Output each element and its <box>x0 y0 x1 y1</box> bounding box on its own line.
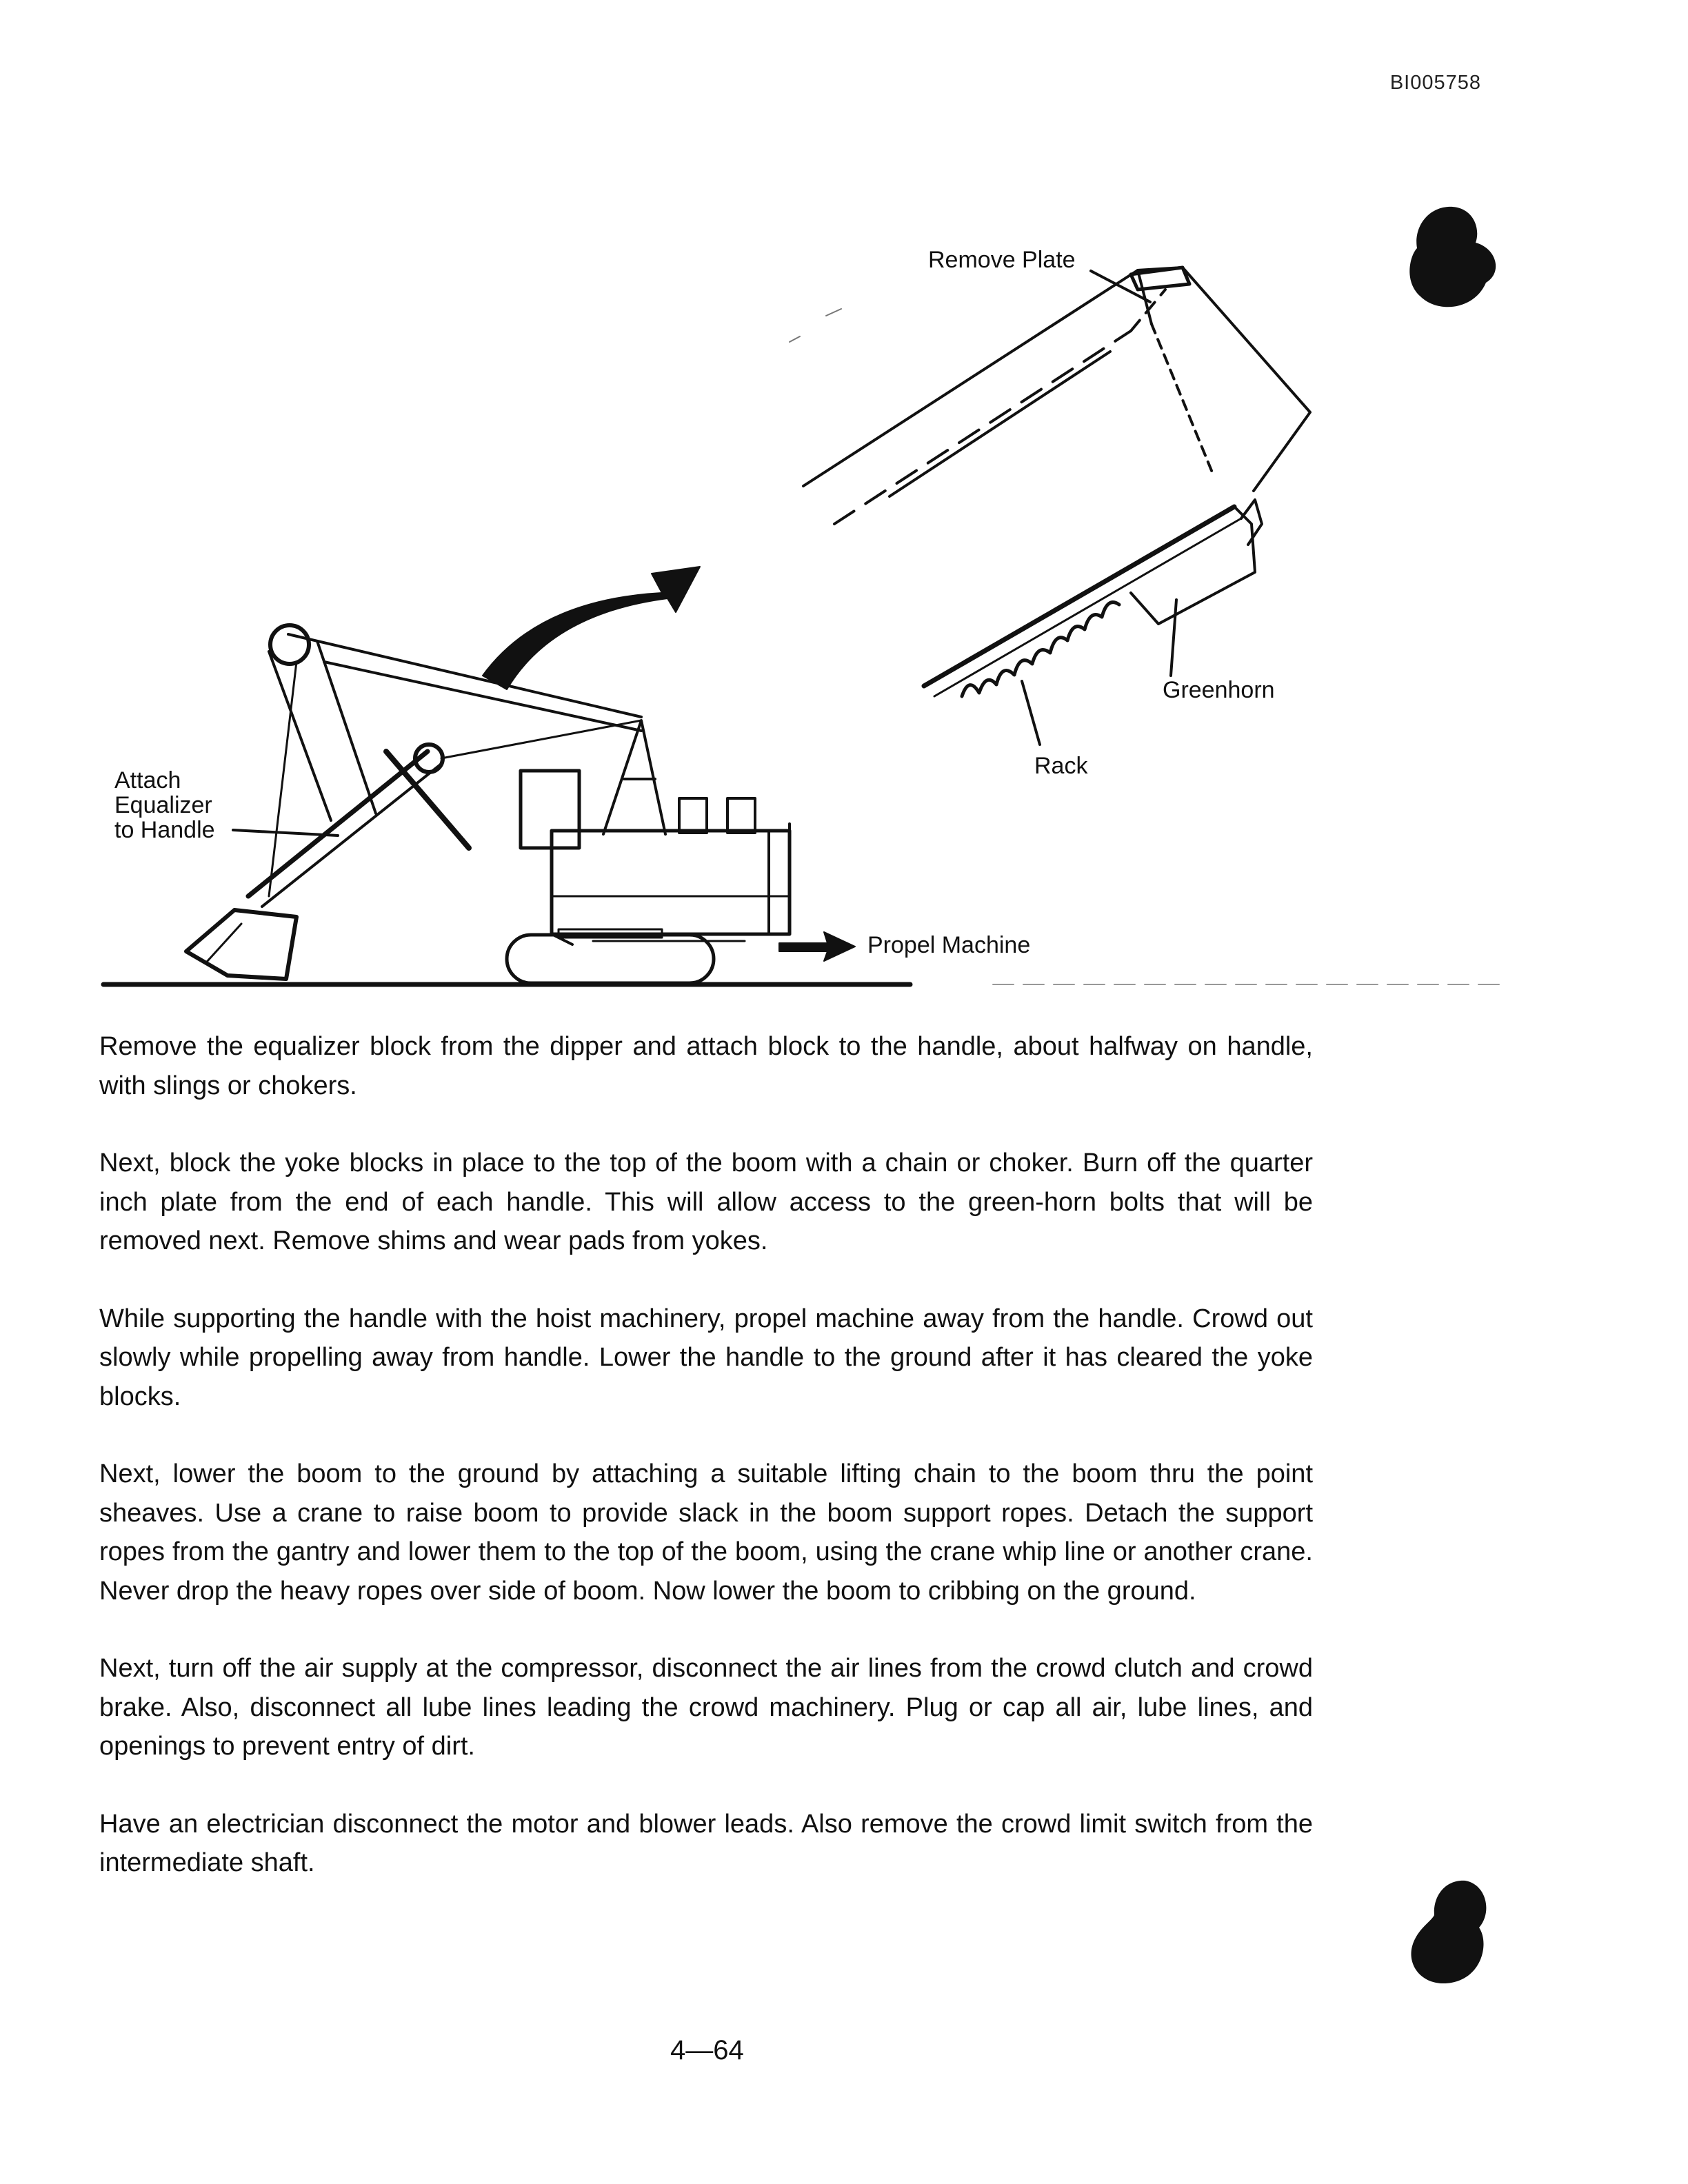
paragraph: Remove the equalizer block from the dipper and attach block to the handle, about halfway on handle, with slings or chokers. <box>99 1032 1313 1100</box>
greenhorn <box>1131 507 1255 624</box>
propel-machine-label: Propel Machine <box>867 932 1031 958</box>
greenhorn-label: Greenhorn <box>1163 677 1275 703</box>
removed-handle-assembly <box>803 267 1310 696</box>
binder-hole-bottom <box>1400 1874 1503 1991</box>
remove-plate-label: Remove Plate <box>928 247 1076 273</box>
paragraph: Next, turn off the air supply at the compressor, disconnect the air lines from the crowd clutch and crowd brake. Also, disconnect all lube lines leading the crowd machinery. Plug or cap all air, lube lines, and openings to prevent entry of dirt. <box>99 1654 1313 1761</box>
attach-equalizer-leader <box>233 830 338 836</box>
rack-label: Rack <box>1034 753 1088 779</box>
shovel-disassembly-figure <box>0 0 1688 1013</box>
boom-point-sheave <box>270 625 309 664</box>
greenhorn-leader <box>1171 600 1176 676</box>
instructions-body <box>99 1027 1313 1921</box>
rack-leader <box>1022 681 1040 745</box>
paragraph: Next, block the yoke blocks in place to the top of the boom with a chain or choker. Burn off the quarter inch plate from the end of each handle. This will allow access to the green-horn bolts that will be removed next. Remove shims and wear pads from yokes. <box>99 1149 1313 1255</box>
attach-label-line1: Attach <box>114 767 181 793</box>
attach-label-line3: to Handle <box>114 817 215 843</box>
removal-direction-arrow <box>483 567 700 689</box>
paragraph: Next, lower the boom to the ground by attaching a suitable lifting chain to the boom thru the point sheaves. Use a crane to raise boom to provide slack in the boom support ropes. Detach the support ropes from the gantry and lower them to the top of the boom, using the crane whip line or another crane. Never drop the heavy ropes over side of boom. Now lower the boom to cribbing on the ground. <box>99 1459 1313 1606</box>
page-number: 4—64 <box>670 2035 744 2065</box>
attach-label-line2: Equalizer <box>114 792 212 818</box>
dipper <box>186 910 297 979</box>
document-id: BI005758 <box>1389 72 1481 94</box>
propel-arrow <box>779 932 855 961</box>
machinery-house <box>552 831 790 934</box>
binder-hole-top <box>1400 200 1503 317</box>
paragraph: Have an electrician disconnect the motor and blower leads. Also remove the crowd limit switch from the intermediate shaft. <box>99 1809 1313 1877</box>
paragraph: While supporting the handle with the hoist machinery, propel machine away from the handle. Crowd out slowly while propelling away from handle. Lower the handle to the ground after it has cleared the yoke blocks. <box>99 1304 1313 1411</box>
gantry <box>603 720 665 834</box>
